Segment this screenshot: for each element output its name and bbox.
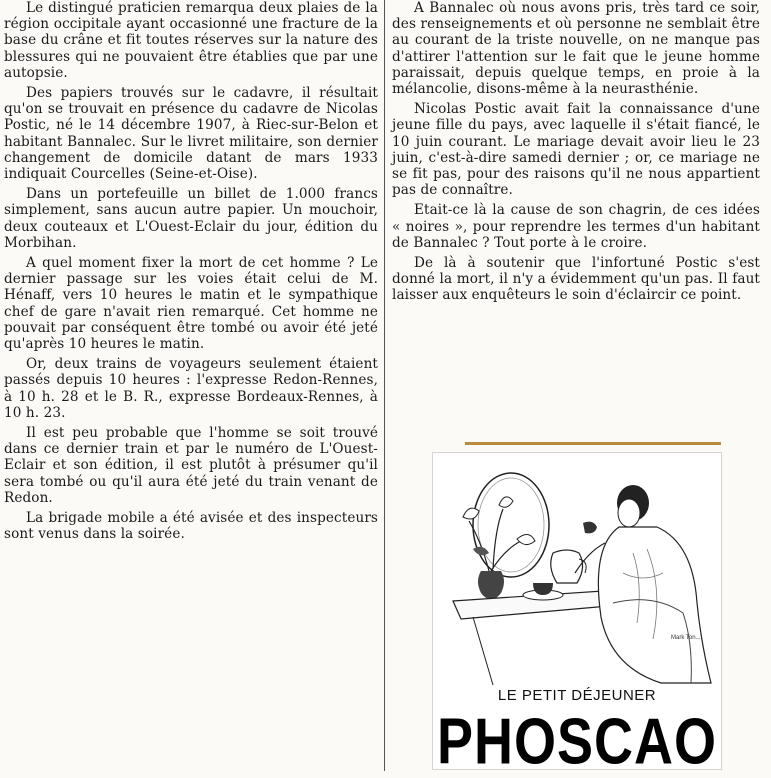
article-paragraph: La brigade mobile a été avisée et des inspecteurs sont venus dans la soirée.	[4, 510, 378, 543]
article-paragraph: Or, deux trains de voyageurs seulement étaient passés depuis 10 heures : l'expresse Redon-Rennes, à 10 h. 28 et le B. R., expresse Bordeaux-Rennes, à 10 h. 23.	[4, 356, 378, 421]
right-article-column	[392, 0, 760, 308]
artist-signature: Mark Ton...	[671, 635, 701, 641]
column-divider	[384, 0, 385, 771]
ad-brand-name: PHOSCAO	[436, 705, 718, 778]
article-paragraph: De là à soutenir que l'infortuné Postic s'est donné la mort, il n'y a évidemment qu'un pas. Il faut laisser aux enquêteurs le soin d'éclaircir ce point.	[392, 255, 760, 304]
article-paragraph: Dans un portefeuille un billet de 1.000 francs simplement, sans aucun autre papier. Un mouchoir, deux couteaux et L'Ouest-Eclair du jour, édition du Morbihan.	[4, 186, 378, 251]
ad-tagline: LE PETIT DÉJEUNER	[497, 687, 657, 704]
article-paragraph: Le distingué praticien remarqua deux plaies de la région occipitale ayant occasionné une fracture de la base du crâne et fit toutes réserves sur la nature des blessures qui ne pouvaient être établies que par une autopsie.	[4, 0, 378, 81]
left-article-column	[4, 0, 378, 771]
article-paragraph: A Bannalec où nous avons pris, très tard ce soir, des renseignements et où personne ne semblait être au courant de la triste nouvelle, on ne manque pas d'attirer l'attention sur le fait que le jeune homme paraissait, depuis quelque temps, en proie à la mélancolie, disons-même à la neurasthénie.	[392, 0, 760, 98]
article-paragraph: Nicolas Postic avait fait la connaissance d'une jeune fille du pays, avec laquelle il s'était fiancé, le 10 juin courant. Le mariage devait avoir lieu le 23 juin, c'est-à-dire samedi dernier ; or, ce mariage ne se fit pas, pour des raisons qu'il ne nous appartient pas de connaître.	[392, 101, 760, 199]
article-paragraph: Il est peu probable que l'homme se soit trouvé dans ce dernier train et par le numéro de L'Ouest-Eclair et son édition, il est plutôt à présumer qu'il sera tombé ou qu'il aura été jeté du train venant de Redon.	[4, 425, 378, 506]
article-paragraph: Etait-ce là la cause de son chagrin, de ces idées « noires », pour reprendre les termes d'un habitant de Bannalec ? Tout porte à le croire.	[392, 202, 760, 251]
article-paragraph: Des papiers trouvés sur le cadavre, il résultait qu'on se trouvait en présence du cadavre de Nicolas Postic, né le 14 décembre 1907, à Riec-sur-Belon et habitant Bannalec. Sur le livret militaire, son dernier changement de domicile datant de mars 1933 indiquait Courcelles (Seine-et-Oise).	[4, 85, 378, 183]
section-rule	[465, 442, 721, 445]
article-paragraph: A quel moment fixer la mort de cet homme ? Le dernier passage sur les voies était celui de M. Hénaff, vers 10 heures le matin et le sympathique chef de gare n'avait rien remarqué. Cet homme ne pouvait par conséquent être tombé ou avoir été jeté qu'après 10 heures le matin.	[4, 255, 378, 353]
phoscao-advertisement	[432, 452, 722, 778]
breakfast-illustration	[433, 453, 721, 685]
